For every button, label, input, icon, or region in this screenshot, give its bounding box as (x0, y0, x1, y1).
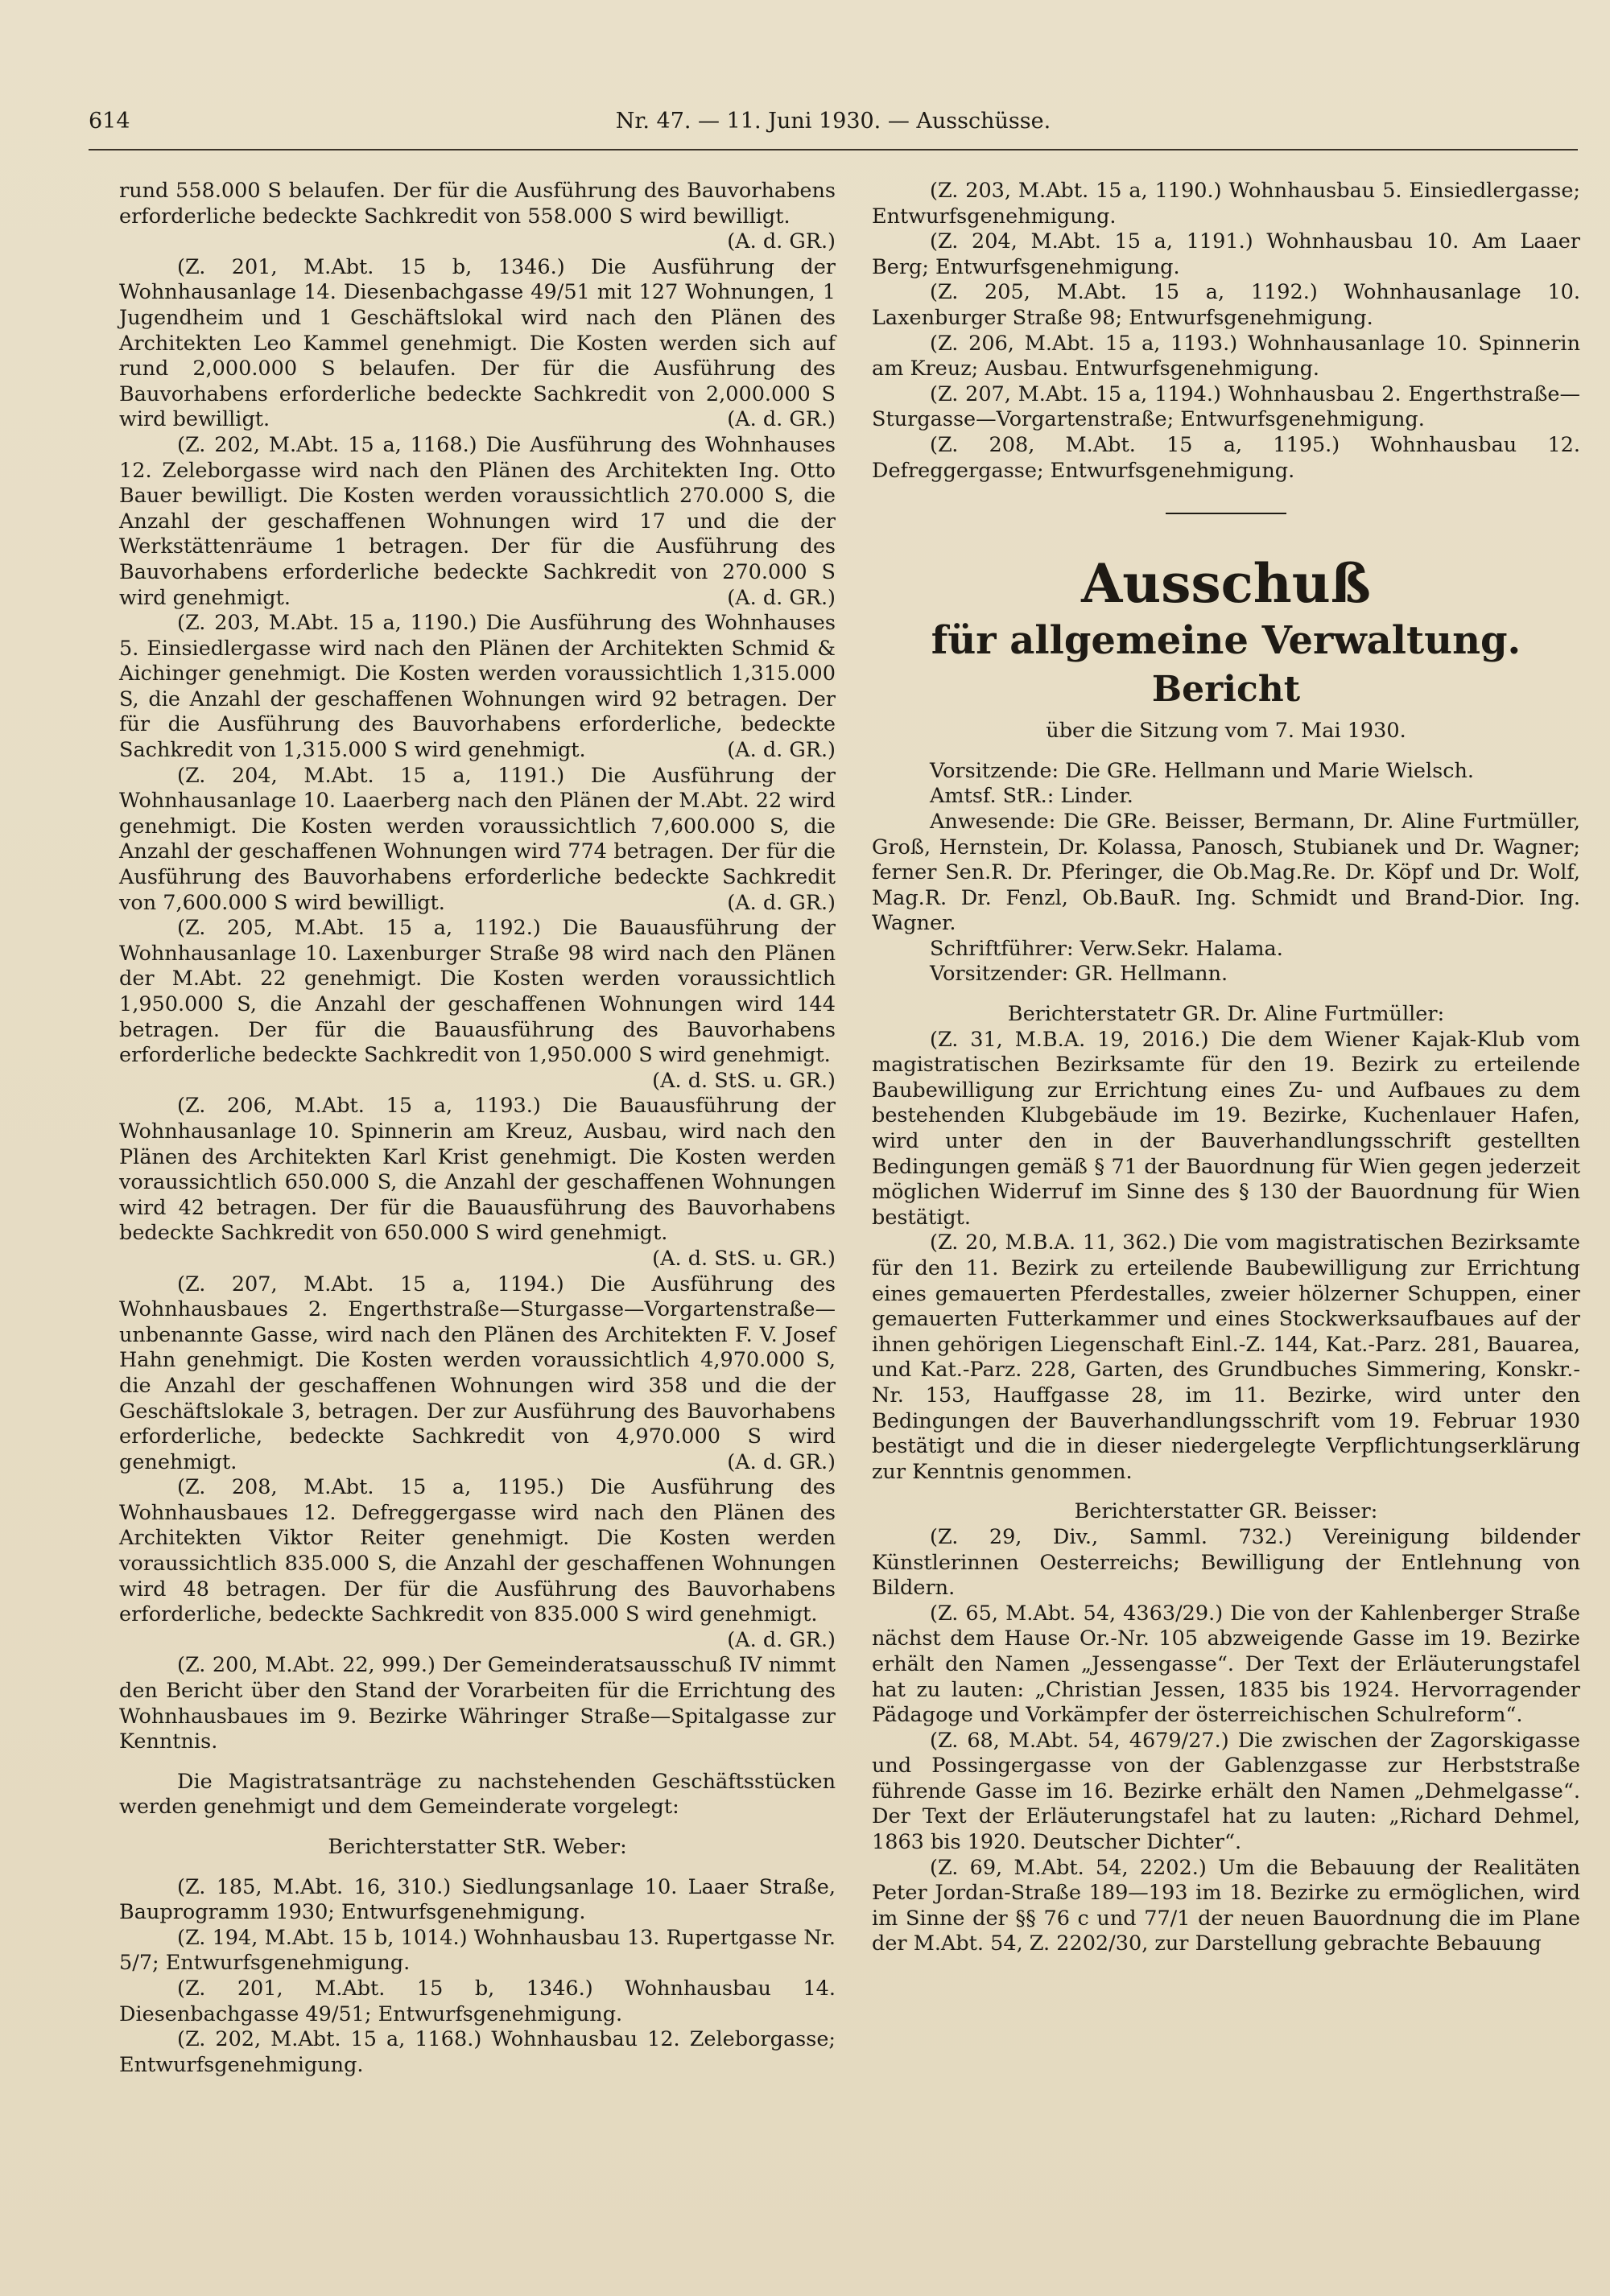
presiding-line: Vorsitzender: GR. Hellmann. (930, 962, 1228, 987)
official-line: Amtsf. StR.: Linder. (930, 784, 1133, 809)
list-item: (Z. 69, M.Abt. 54, 2202.) Um die Bebauung der Realitäten Peter Jordan-Straße 189—193 im 18. Bezirke zu ermöglichen, wird im Sinne der §§ 76 c und 77/1 der neuen Bauordnung die im Plane der M.Abt. 54, Z. 2202/30, zur Darstellung gebrachte Bebauung (872, 1855, 1580, 1956)
list-item: (Z. 65, M.Abt. 54, 4363/29.) Die von der Kahlenberger Straße nächst dem Hause Or.-Nr. 105 abzweigende Gasse im 19. Bezirke erhält den Namen „Jessengasse“. Der Text der Erläuterungstafel hat zu lauten: „Christian Jessen, 1835 bis 1924. Hervorragender Pädagoge und Vorkämpfer der österreichischen Schulreform“. (872, 1601, 1580, 1728)
attribution: (A. d. GR.) (727, 738, 836, 763)
paragraph: (Z. 205, M.Abt. 15 a, 1192.) Die Bauausführung der Wohnhausanlage 10. Laxenburger Straße 98 wird nach den Plänen der M.Abt. 22 genehmigt. Die Kosten werden voraussichtlich 1,950.000 S, die Anzahl der geschaffenen Wohnungen wird 144 betragen. Der für die Bauausführung des Bauvorhabens erforderliche bedeckte Sachkredit von 1,950.000 S wird genehmigt. (A. d. StS. u. GR.) (119, 916, 836, 1093)
secretary-line: Schriftführer: Verw.Sekr. Halama. (930, 936, 1283, 961)
list-item: (Z. 29, Div., Samml. 732.) Vereinigung bildender Künstlerinnen Oesterreichs; Bewilligung der Entlehnung von Bildern. (872, 1524, 1580, 1601)
present-line: Anwesende: Die GRe. Beisser, Bermann, Dr. Aline Furtmüller, Groß, Hernstein, Dr. Kolassa, Panosch, Stubianek und Dr. Wagner; ferner Sen.R. Dr. Pferinger, die Ob.Mag.Re. Dr. Köpf und Dr. Wolf, Mag.R. Dr. Fenzl, Ob.BauR. Ing. Schmidt und Brand-Dior. Ing. Wagner. (872, 809, 1580, 936)
attribution: (A. d. GR.) (727, 890, 836, 915)
report-heading: Bericht (1151, 669, 1301, 711)
page-header (89, 109, 1578, 149)
list-item: (Z. 20, M.B.A. 11, 362.) Die vom magistratischen Bezirksamte für den 11. Bezirk zu erteilende Baubewilligung zur Errichtung eines gemauerten Pferdestalles, zweier hölzerner Schuppen, einer gemauerten Futterkammer und eines Stockwerksaufbaues auf der ihnen gehörigen Liegenschaft Einl.-Z. 144, Kat.-Parz. 281, Bauarea, und Kat.-Parz. 228, Garten, des Grundbuches Simmering, Konskr.-Nr. 153, Hauffgasse 28, im 11. Bezirke, wird unter den Bedingungen der Bauverhandlungsschrift vom 19. Februar 1930 bestätigt und die in dieser niedergelegte Verpflichtungserklärung zur Kenntnis genommen. (872, 1230, 1580, 1484)
right-column (872, 179, 1580, 1957)
header-rule (89, 149, 1578, 150)
session-line: über die Sitzung vom 7. Mai 1930. (1046, 719, 1406, 744)
reporter-line: Berichterstatetr GR. Dr. Aline Furtmüller: (1007, 1002, 1445, 1027)
paragraph: (Z. 201, M.Abt. 15 b, 1346.) Die Ausführung der Wohnhausanlage 14. Diesenbachgasse 49/51 mit 127 Wohnungen, 1 Jugendheim und 1 Geschäftslokal wird nach den Plänen des Architekten Leo Kammel genehmigt. Die Kosten werden sich auf rund 2,000.000 S belaufen. Der für die Ausführung des Bauvorhabens erforderliche bedeckte Sachkredit von 2,000.000 S wird bewilligt. (A. d. GR.) (119, 254, 836, 432)
list-item: (Z. 194, M.Abt. 15 b, 1014.) Wohnhausbau 13. Rupertgasse Nr. 5/7; Entwurfsgenehmigung. (119, 1925, 836, 1976)
section-heading: Ausschuß (1081, 552, 1371, 616)
list-item: (Z. 201, M.Abt. 15 b, 1346.) Wohnhausbau 14. Diesenbachgasse 49/51; Entwurfsgenehmigung. (119, 1976, 836, 2026)
list-item: (Z. 203, M.Abt. 15 a, 1190.) Wohnhausbau 5. Einsiedlergasse; Entwurfsgenehmigung. (872, 179, 1580, 229)
chair-line: Vorsitzende: Die GRe. Hellmann und Marie Wielsch. (930, 758, 1474, 783)
paragraph: (Z. 200, M.Abt. 22, 999.) Der Gemeinderatsausschuß IV nimmt den Bericht über den Stand der Vorarbeiten für die Errichtung des Wohnhausbaues im 9. Bezirke Währinger Straße—Spitalgasse zur Kenntnis. (119, 1653, 836, 1754)
paragraph: rund 558.000 S belaufen. Der für die Ausführung des Bauvorhabens erforderliche bedeckte Sachkredit von 558.000 S wird bewilligt. (A. d. GR.) (119, 179, 836, 254)
paragraph: (Z. 208, M.Abt. 15 a, 1195.) Die Ausführung des Wohnhausbaues 12. Defreggergasse wird nach den Plänen des Architekten Viktor Reiter genehmigt. Die Kosten werden voraussichtlich 835.000 S, die Anzahl der geschaffenen Wohnungen wird 48 betragen. Der für die Ausführung des Bauvorhabens erforderliche, bedeckte Sachkredit von 835.000 S wird genehmigt. (A. d. GR.) (119, 1475, 836, 1652)
attribution: (A. d. GR.) (727, 1627, 836, 1652)
paragraph: (Z. 204, M.Abt. 15 a, 1191.) Die Ausführung der Wohnhausanlage 10. Laaerberg nach den Plänen der M.Abt. 22 wird genehmigt. Die Kosten werden voraussichtlich 7,600.000 S, die Anzahl der geschaffenen Wohnungen wird 774 betragen. Der für die Ausführung des Bauvorhabens erforderliche bedeckte Sachkredit von 7,600.000 S wird bewilligt. (A. d. GR.) (119, 763, 836, 915)
paragraph: (Z. 206, M.Abt. 15 a, 1193.) Die Bauausführung der Wohnhausanlage 10. Spinnerin am Kreuz, Ausbau, wird nach den Plänen des Architekten Karl Krist genehmigt. Die Kosten werden voraussichtlich 650.000 S, die Anzahl der geschaffenen Wohnungen wird 42 betragen. Der für die Bauausführung des Bauvorhabens bedeckte Sachkredit von 650.000 S wird genehmigt. (A. d. StS. u. GR.) (119, 1094, 836, 1271)
reporter-line: Berichterstatter GR. Beisser: (1074, 1499, 1378, 1524)
list-item: (Z. 207, M.Abt. 15 a, 1194.) Wohnhausbau 2. Engerthstraße—Sturgasse—Vorgartenstraße; Entwurfsgenehmigung. (872, 381, 1580, 432)
page-number: 614 (89, 109, 130, 134)
section-divider (1166, 513, 1286, 514)
paragraph: (Z. 203, M.Abt. 15 a, 1190.) Die Ausführung des Wohnhauses 5. Einsiedlergasse wird nach den Plänen der Architekten Schmid & Aichinger genehmigt. Die Kosten werden voraussichtlich 1,315.000 S, die Anzahl der geschaffenen Wohnungen wird 92 betragen. Der für die Ausführung des Bauvorhabens erforderliche, bedeckte Sachkredit von 1,315.000 S wird genehmigt. (A. d. GR.) (119, 611, 836, 763)
reporter-line: Berichterstatter StR. Weber: (328, 1835, 627, 1859)
list-item: (Z. 31, M.B.A. 19, 2016.) Die dem Wiener Kajak-Klub vom magistratischen Bezirksamte für den 19. Bezirk zu erteilende Baubewilligung zur Errichtung eines Zu- und Aufbaues zu dem bestehenden Klubgebäude im 19. Bezirke, Kuchenlauer Hafen, wird unter den in der Bauverhandlungsschrift gestellten Bedingungen gemäß § 71 der Bauordnung für Wien gegen jederzeit möglichen Widerruf im Sinne des § 130 der Bauordnung für Wien bestätigt. (872, 1027, 1580, 1230)
list-item: (Z. 206, M.Abt. 15 a, 1193.) Wohnhausanlage 10. Spinnerin am Kreuz; Ausbau. Entwurfsgenehmigung. (872, 331, 1580, 381)
attribution: (A. d. StS. u. GR.) (652, 1068, 836, 1093)
section-subheading: für allgemeine Verwaltung. (931, 618, 1521, 664)
list-item: (Z. 68, M.Abt. 54, 4679/27.) Die zwischen der Zagorskigasse und Possingergasse von der Gablenzgasse zur Herbststraße führende Gasse im 16. Bezirke erhält den Namen „Dehmelgasse“. Der Text der Erläuterungstafel hat zu lauten: „Richard Dehmel, 1863 bis 1920. Deutscher Dichter“. (872, 1728, 1580, 1855)
paragraph: (Z. 207, M.Abt. 15 a, 1194.) Die Ausführung des Wohnhausbaues 2. Engerthstraße—Sturgasse—Vorgartenstraße—unbenannte Gasse, wird nach den Plänen des Architekten F. V. Josef Hahn genehmigt. Die Kosten werden voraussichtlich 4,970.000 S, die Anzahl der geschaffenen Wohnungen wird 358 und die der Geschäftslokale 3, betragen. Der zur Ausführung des Bauvorhabens erforderliche, bedeckte Sachkredit von 4,970.000 S wird genehmigt. (A. d. GR.) (119, 1272, 836, 1474)
intro-paragraph: Die Magistratsanträge zu nachstehenden Geschäftsstücken werden genehmigt und dem Gemeinderate vorgelegt: (119, 1769, 836, 1820)
attribution: (A. d. GR.) (727, 585, 836, 610)
running-title: Nr. 47. — 11. Juni 1930. — Ausschüsse. (615, 109, 1051, 134)
list-item: (Z. 202, M.Abt. 15 a, 1168.) Wohnhausbau 12. Zeleborgasse; Entwurfsgenehmigung. (119, 2027, 836, 2077)
left-column (119, 179, 836, 2078)
attribution: (A. d. StS. u. GR.) (652, 1246, 836, 1271)
paragraph: (Z. 202, M.Abt. 15 a, 1168.) Die Ausführung des Wohnhauses 12. Zeleborgasse wird nach den Plänen des Architekten Ing. Otto Bauer bewilligt. Die Kosten werden voraussichtlich 270.000 S, die Anzahl der geschaffenen Wohnungen wird 17 und die der Werkstättenräume 1 betragen. Der für die Ausführung des Bauvorhabens erforderliche bedeckte Sachkredit von 270.000 S wird genehmigt. (A. d. GR.) (119, 432, 836, 610)
list-item: (Z. 208, M.Abt. 15 a, 1195.) Wohnhausbau 12. Defreggergasse; Entwurfsgenehmigung. (872, 432, 1580, 483)
list-item: (Z. 204, M.Abt. 15 a, 1191.) Wohnhausbau 10. Am Laaer Berg; Entwurfsgenehmigung. (872, 229, 1580, 279)
attribution: (A. d. GR.) (727, 407, 836, 432)
list-item: (Z. 205, M.Abt. 15 a, 1192.) Wohnhausanlage 10. Laxenburger Straße 98; Entwurfsgenehmigung. (872, 280, 1580, 330)
list-item: (Z. 185, M.Abt. 16, 310.) Siedlungsanlage 10. Laaer Straße, Bauprogramm 1930; Entwurfsgenehmigung. (119, 1874, 836, 1925)
attribution: (A. d. GR.) (727, 229, 836, 254)
attribution: (A. d. GR.) (727, 1449, 836, 1474)
